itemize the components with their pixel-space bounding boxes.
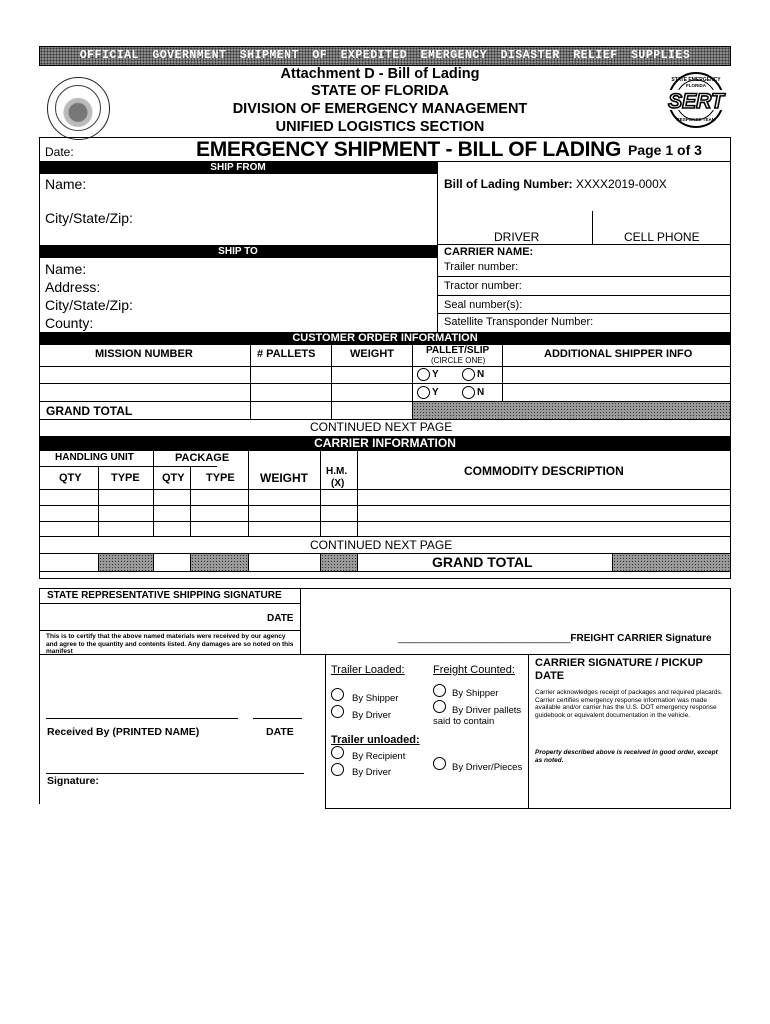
seal-number-label: Seal number(s): bbox=[444, 299, 523, 311]
svg-text:FLORIDA: FLORIDA bbox=[686, 83, 706, 88]
hm-x-header: (X) bbox=[331, 478, 345, 489]
additional-shipper-header: ADDITIONAL SHIPPER INFO bbox=[544, 348, 693, 360]
carrier-grand-total-label: GRAND TOTAL bbox=[432, 554, 533, 570]
loaded-by-driver-label: By Driver bbox=[352, 710, 392, 721]
unloaded-by-driver-label: By Driver bbox=[352, 767, 392, 778]
carrier-name-label: CARRIER NAME: bbox=[444, 246, 534, 258]
counted-by-driver-pallets-radio[interactable] bbox=[433, 700, 446, 713]
government-shipment-banner bbox=[39, 46, 731, 66]
counted-by-driver-pieces-radio[interactable] bbox=[433, 757, 446, 770]
satellite-transponder-label: Satellite Transponder Number: bbox=[444, 316, 594, 328]
carrier-continued-next-page: CONTINUED NEXT PAGE bbox=[310, 538, 453, 552]
certify-statement: This is to certify that the above named materials were received by our agency and agree to the quantity and contents listed. Any damages are so noted on this manifest bbox=[46, 633, 294, 655]
carrier-signature-date-label: DATE bbox=[535, 670, 565, 682]
carrier-weight-header: WEIGHT bbox=[260, 471, 308, 485]
svg-text:SERT: SERT bbox=[668, 90, 724, 113]
ship-from-name-label: Name: bbox=[45, 176, 87, 192]
tractor-number-label: Tractor number: bbox=[444, 280, 522, 292]
total-shaded-1 bbox=[99, 554, 153, 571]
ship-to-county-label: County: bbox=[45, 315, 94, 331]
state-rep-signature-label: STATE REPRESENTATIVE SHIPPING SIGNATURE bbox=[47, 590, 282, 601]
carrier-info-bar: CARRIER INFORMATION bbox=[39, 436, 731, 451]
date-label: Date: bbox=[45, 145, 74, 159]
driver-label: DRIVER bbox=[494, 230, 540, 244]
trailer-loaded-label: Trailer Loaded: bbox=[331, 664, 405, 676]
ship-to-name-label: Name: bbox=[45, 261, 87, 277]
hm-header: H.M. bbox=[326, 466, 348, 477]
said-to-contain-label: said to contain bbox=[433, 716, 495, 727]
total-shaded-2 bbox=[191, 554, 248, 571]
section-title: UNIFIED LOGISTICS SECTION bbox=[275, 119, 485, 135]
slip-yes-radio[interactable] bbox=[417, 386, 430, 399]
mission-number-header: MISSION NUMBER bbox=[95, 348, 193, 360]
loaded-by-shipper-radio[interactable] bbox=[331, 688, 344, 701]
ship-from-bar: SHIP FROM bbox=[39, 161, 437, 174]
counted-by-shipper-label: By Shipper bbox=[452, 688, 499, 699]
counted-by-driver-pieces-label: By Driver/Pieces bbox=[452, 762, 523, 773]
freight-counted-label: Freight Counted: bbox=[433, 664, 515, 676]
received-by-label: Received By (PRINTED NAME) bbox=[47, 726, 200, 738]
yes-label: Y bbox=[432, 387, 439, 398]
property-received-note: Property described above is received in good order, except as noted. bbox=[535, 749, 718, 764]
bill-of-lading-value: XXXX2019-000X bbox=[576, 177, 667, 191]
unloaded-by-driver-radio[interactable] bbox=[331, 763, 344, 776]
no-label: N bbox=[477, 369, 485, 380]
pallet-yes-radio[interactable] bbox=[417, 368, 430, 381]
unloaded-by-recipient-label: By Recipient bbox=[352, 751, 406, 762]
package-header: PACKAGE bbox=[175, 452, 230, 464]
ship-to-city-label: City/State/Zip: bbox=[45, 297, 133, 313]
commodity-description-header: COMMODITY DESCRIPTION bbox=[464, 464, 624, 478]
loaded-by-shipper-label: By Shipper bbox=[352, 693, 399, 704]
sert-logo-icon bbox=[652, 70, 740, 132]
svg-text:RESPONSE TEAM: RESPONSE TEAM bbox=[676, 117, 716, 122]
pkg-qty-header: QTY bbox=[162, 472, 185, 484]
carrier-signature-pickup-label: CARRIER SIGNATURE / PICKUP bbox=[535, 657, 703, 669]
counted-by-driver-pallets-label: By Driver pallets bbox=[452, 705, 522, 716]
freight-carrier-signature-label: _______________________________FREIGHT CARRIER Signature bbox=[398, 633, 712, 644]
received-date-label: DATE bbox=[266, 726, 294, 738]
signature-label: Signature: bbox=[47, 775, 99, 787]
customer-order-bar: CUSTOMER ORDER INFORMATION bbox=[39, 332, 731, 345]
counted-by-shipper-radio[interactable] bbox=[433, 684, 446, 697]
hu-qty-header: QTY bbox=[59, 472, 82, 484]
handling-unit-header: HANDLING UNIT bbox=[55, 452, 134, 463]
attachment-title: Attachment D - Bill of Lading bbox=[280, 66, 480, 82]
cell-phone-label: CELL PHONE bbox=[624, 230, 700, 244]
trailer-number-label: Trailer number: bbox=[444, 261, 519, 273]
pallets-header: # PALLETS bbox=[257, 348, 316, 360]
ship-from-city-label: City/State/Zip: bbox=[45, 210, 133, 226]
division-title: DIVISION OF EMERGENCY MANAGEMENT bbox=[232, 101, 528, 117]
bill-of-lading-number: Bill of Lading Number: XXXX2019-000X bbox=[444, 177, 667, 191]
banner-text: OFFICIAL GOVERNMENT SHIPMENT OF EXPEDITED EMERGENCY DISASTER RELIEF SUPPLIES bbox=[79, 49, 691, 62]
trailer-unloaded-label: Trailer unloaded: bbox=[331, 734, 420, 746]
total-shaded-3 bbox=[321, 554, 357, 571]
unloaded-by-recipient-radio[interactable] bbox=[331, 746, 344, 759]
svg-text:STATE EMERGENCY: STATE EMERGENCY bbox=[671, 77, 721, 83]
carrier-acknowledgement: Carrier acknowledges receipt of packages and required placards. Carrier certifies emergency response information was made available and/or carrier has the U.S. DOT emergency response guidebook or equivalent documentation in the vehicle. bbox=[535, 689, 723, 719]
slip-no-radio[interactable] bbox=[462, 386, 475, 399]
ship-to-address-label: Address: bbox=[45, 279, 101, 295]
loaded-by-driver-radio[interactable] bbox=[331, 705, 344, 718]
florida-state-seal-icon bbox=[47, 77, 110, 140]
continued-next-page: CONTINUED NEXT PAGE bbox=[310, 420, 453, 434]
form-title: EMERGENCY SHIPMENT - BILL OF LADING bbox=[196, 138, 622, 161]
state-title: STATE OF FLORIDA bbox=[310, 83, 449, 99]
state-rep-date-label: DATE bbox=[267, 613, 294, 624]
grand-total-shaded bbox=[413, 402, 730, 419]
page-indicator: Page 1 of 3 bbox=[628, 142, 702, 158]
hu-type-header: TYPE bbox=[111, 472, 140, 484]
ship-to-bar: SHIP TO bbox=[39, 245, 437, 258]
pallet-no-radio[interactable] bbox=[462, 368, 475, 381]
total-shaded-4 bbox=[613, 554, 730, 571]
grand-total-label: GRAND TOTAL bbox=[46, 404, 133, 418]
pkg-type-header: TYPE bbox=[206, 472, 235, 484]
weight-header: WEIGHT bbox=[350, 348, 394, 360]
circle-one-note: (CIRCLE ONE) bbox=[431, 356, 486, 365]
pallet-slip-header: PALLET/SLIP bbox=[426, 345, 490, 356]
yes-label: Y bbox=[432, 369, 439, 380]
no-label: N bbox=[477, 387, 485, 398]
